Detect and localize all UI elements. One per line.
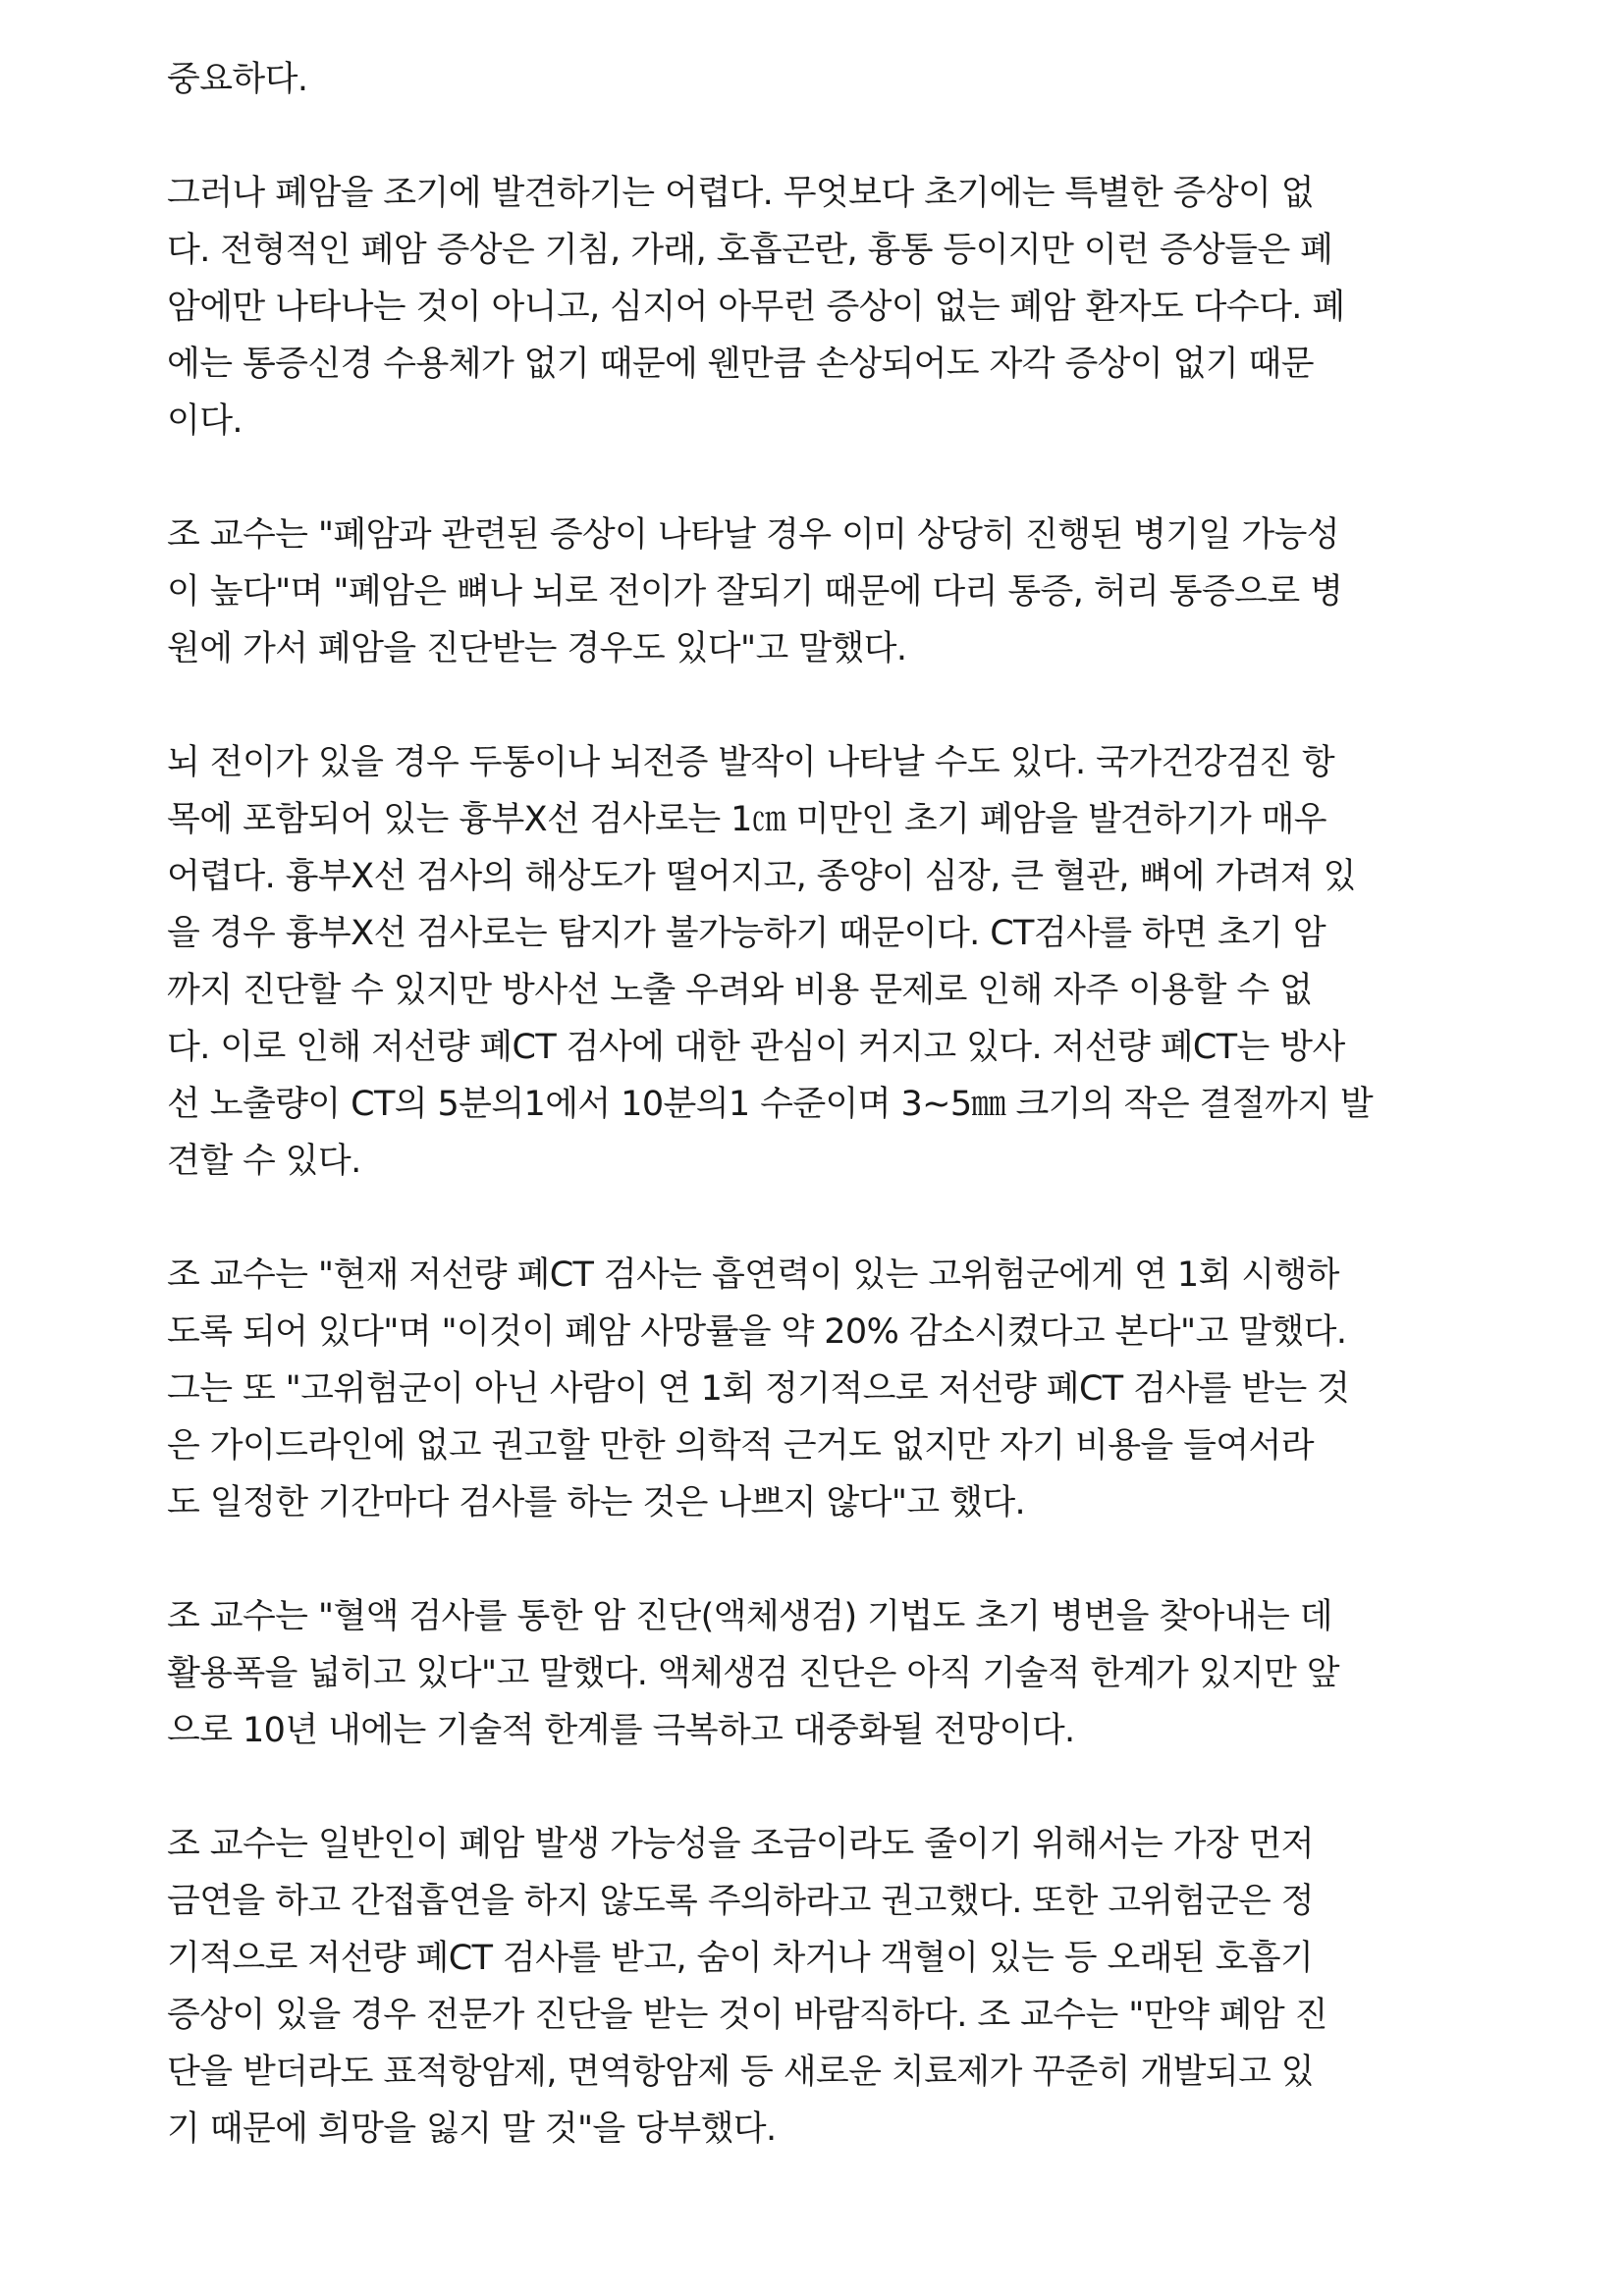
paragraph-2 xyxy=(167,165,1623,450)
paragraph-6 xyxy=(167,1588,1623,1759)
text-line: 조 교수는 일반인이 폐암 발생 가능성을 조금이라도 줄이기 위해서는 가장 먼저 xyxy=(167,1825,1314,1864)
text-line: 조 교수는 "현재 저선량 폐CT 검사는 흡연력이 있는 고위험군에게 연 1회 시행하 xyxy=(167,1255,1339,1295)
text-line: 다. 전형적인 폐암 증상은 기침, 가래, 호흡곤란, 흉통 등이지만 이런 증상들은 폐 xyxy=(167,231,1333,270)
text-line: 까지 진단할 수 있지만 방사선 노출 우려와 비용 문제로 인해 자주 이용할 수 없 xyxy=(167,971,1313,1010)
text-line: 목에 포함되어 있는 흉부X선 검사로는 1㎝ 미만인 초기 폐암을 발견하기가 매우 xyxy=(167,800,1327,839)
text-line: 도 일정한 기간마다 검사를 하는 것은 나쁘지 않다"고 했다. xyxy=(167,1483,1026,1522)
paragraph-1 xyxy=(167,51,1623,108)
text-line: 단을 받더라도 표적항암제, 면역항암제 등 새로운 치료제가 꾸준히 개발되고 있 xyxy=(167,2053,1314,2092)
text-line: 중요하다. xyxy=(167,60,308,99)
paragraph-7 xyxy=(167,1816,1623,2158)
text-line: 으로 10년 내에는 기술적 한계를 극복하고 대중화될 전망이다. xyxy=(167,1711,1075,1750)
text-line: 원에 가서 폐암을 진단받는 경우도 있다"고 말했다. xyxy=(167,629,907,668)
text-line: 이 높다"며 "폐암은 뼈나 뇌로 전이가 잘되기 때문에 다리 통증, 허리 통증으로 병 xyxy=(167,572,1343,612)
paragraph-5 xyxy=(167,1247,1623,1531)
text-line: 에는 통증신경 수용체가 없기 때문에 웬만큼 손상되어도 자각 증상이 없기 때문 xyxy=(167,345,1314,384)
text-line: 증상이 있을 경우 전문가 진단을 받는 것이 바람직하다. 조 교수는 "만약 폐암 진 xyxy=(167,1996,1327,2035)
paragraph-4 xyxy=(167,734,1623,1190)
text-line: 기 때문에 희망을 잃지 말 것"을 당부했다. xyxy=(167,2109,777,2149)
text-line: 금연을 하고 간접흡연을 하지 않도록 주의하라고 권고했다. 또한 고위험군은 정 xyxy=(167,1882,1314,1921)
paragraph-3 xyxy=(167,507,1623,677)
text-line: 다. 이로 인해 저선량 폐CT 검사에 대한 관심이 커지고 있다. 저선량 폐CT는 방사 xyxy=(167,1028,1345,1067)
text-line: 어렵다. 흉부X선 검사의 해상도가 떨어지고, 종양이 심장, 큰 혈관, 뼈에 가려져 있 xyxy=(167,857,1356,896)
text-line: 도록 되어 있다"며 "이것이 폐암 사망률을 약 20% 감소시켰다고 본다"고 말했다. xyxy=(167,1312,1347,1352)
text-line: 조 교수는 "혈액 검사를 통한 암 진단(액체생검) 기법도 초기 병변을 찾아내는 데 xyxy=(167,1597,1332,1636)
text-line: 기적으로 저선량 폐CT 검사를 받고, 숨이 차거나 객혈이 있는 등 오래된 호흡기 xyxy=(167,1939,1314,1978)
text-line: 견할 수 있다. xyxy=(167,1142,361,1181)
text-line: 선 노출량이 CT의 5분의1에서 10분의1 수준이며 3~5㎜ 크기의 작은 결절까지 발 xyxy=(167,1085,1374,1124)
text-line: 그러나 폐암을 조기에 발견하기는 어렵다. 무엇보다 초기에는 특별한 증상이 없 xyxy=(167,174,1314,213)
text-line: 은 가이드라인에 없고 권고할 만한 의학적 근거도 없지만 자기 비용을 들여서라 xyxy=(167,1426,1314,1466)
text-line: 뇌 전이가 있을 경우 두통이나 뇌전증 발작이 나타날 수도 있다. 국가건강검진 항 xyxy=(167,743,1335,782)
text-line: 이다. xyxy=(167,401,243,441)
text-line: 활용폭을 넓히고 있다"고 말했다. 액체생검 진단은 아직 기술적 한계가 있지만 앞 xyxy=(167,1654,1340,1693)
text-line: 조 교수는 "폐암과 관련된 증상이 나타날 경우 이미 상당히 진행된 병기일 가능성 xyxy=(167,515,1340,555)
text-line: 암에만 나타나는 것이 아니고, 심지어 아무런 증상이 없는 폐암 환자도 다수다. 폐 xyxy=(167,288,1345,327)
text-line: 그는 또 "고위험군이 아닌 사람이 연 1회 정기적으로 저선량 폐CT 검사를 받는 것 xyxy=(167,1369,1350,1409)
text-line: 을 경우 흉부X선 검사로는 탐지가 불가능하기 때문이다. CT검사를 하면 초기 암 xyxy=(167,914,1326,953)
